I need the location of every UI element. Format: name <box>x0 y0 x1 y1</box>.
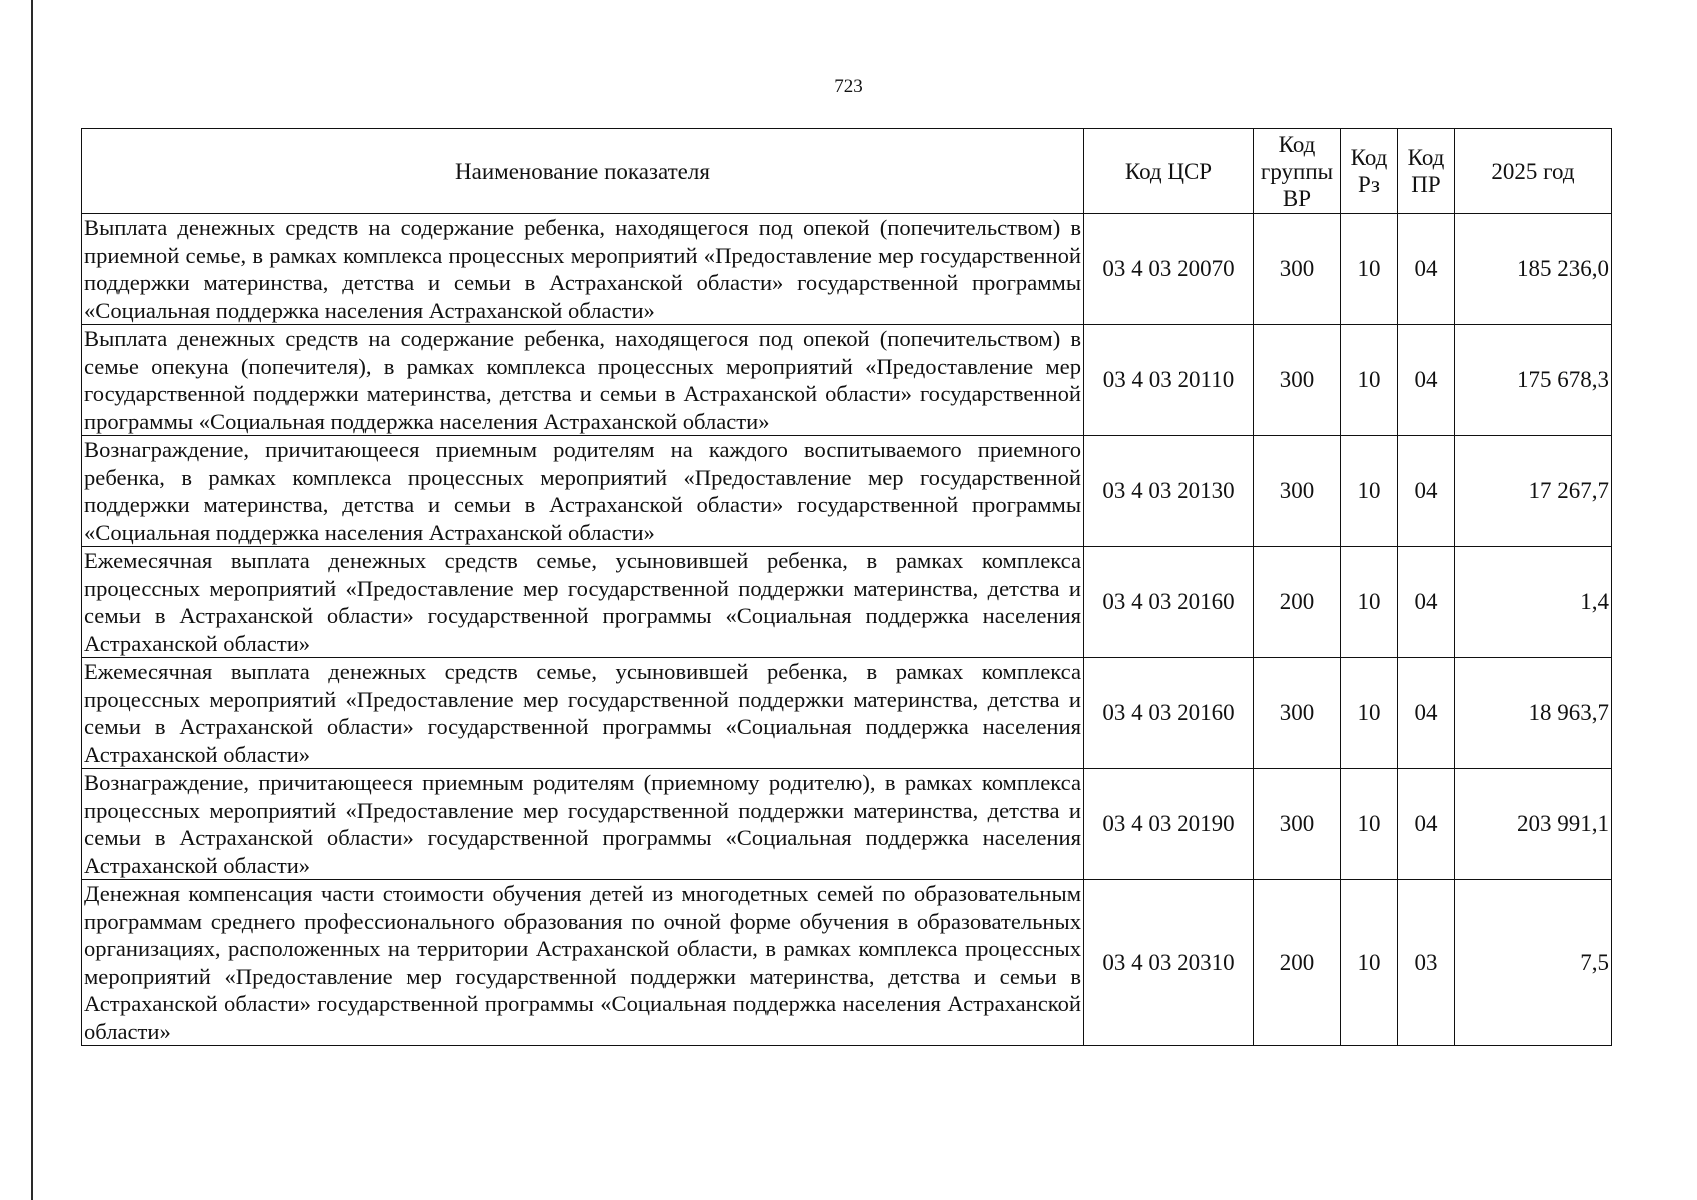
row-rz-code: 10 <box>1341 325 1398 436</box>
row-vr-code: 300 <box>1254 325 1341 436</box>
row-amount: 203 991,1 <box>1455 769 1612 880</box>
row-pr-code: 04 <box>1398 325 1455 436</box>
row-pr-code: 03 <box>1398 880 1455 1046</box>
row-vr-code: 300 <box>1254 214 1341 325</box>
row-amount: 7,5 <box>1455 880 1612 1046</box>
row-amount: 17 267,7 <box>1455 436 1612 547</box>
row-name: Вознаграждение, причитающееся приемным родителям (приемному родителю), в рамках комплекса процессных мероприятий «Предоставление мер государственной поддержки материнства, детства и семьи в Астраханской области» государственной программы «Социальная поддержка населения Астраханской области» <box>82 769 1084 880</box>
row-csr-code: 03 4 03 20310 <box>1084 880 1254 1046</box>
row-csr-code: 03 4 03 20190 <box>1084 769 1254 880</box>
header-vr: Код группы ВР <box>1254 129 1341 214</box>
row-csr-code: 03 4 03 20110 <box>1084 325 1254 436</box>
row-pr-code: 04 <box>1398 769 1455 880</box>
scan-edge-line <box>31 0 33 1200</box>
table-row <box>82 880 1612 1046</box>
row-vr-code: 300 <box>1254 769 1341 880</box>
header-name: Наименование показателя <box>82 129 1084 214</box>
row-rz-code: 10 <box>1341 214 1398 325</box>
row-vr-code: 300 <box>1254 658 1341 769</box>
row-csr-code: 03 4 03 20160 <box>1084 658 1254 769</box>
row-amount: 175 678,3 <box>1455 325 1612 436</box>
row-vr-code: 200 <box>1254 880 1341 1046</box>
row-pr-code: 04 <box>1398 214 1455 325</box>
row-rz-code: 10 <box>1341 547 1398 658</box>
row-rz-code: 10 <box>1341 880 1398 1046</box>
row-amount: 185 236,0 <box>1455 214 1612 325</box>
row-pr-code: 04 <box>1398 658 1455 769</box>
row-name: Ежемесячная выплата денежных средств семье, усыновившей ребенка, в рамках комплекса процессных мероприятий «Предоставление мер государственной поддержки материнства, детства и семьи в Астраханской области» государственной программы «Социальная поддержка населения Астраханской области» <box>82 547 1084 658</box>
row-rz-code: 10 <box>1341 769 1398 880</box>
budget-table <box>81 128 1612 1046</box>
header-row <box>82 129 1612 214</box>
row-amount: 18 963,7 <box>1455 658 1612 769</box>
table-row <box>82 769 1612 880</box>
row-name: Выплата денежных средств на содержание ребенка, находящегося под опекой (попечительством) в приемной семье, в рамках комплекса процессных мероприятий «Предоставление мер государственной поддержки материнства, детства и семьи в Астраханской области» государственной программы «Социальная поддержка населения Астраханской области» <box>82 214 1084 325</box>
row-csr-code: 03 4 03 20070 <box>1084 214 1254 325</box>
row-rz-code: 10 <box>1341 658 1398 769</box>
row-name: Ежемесячная выплата денежных средств семье, усыновившей ребенка, в рамках комплекса процессных мероприятий «Предоставление мер государственной поддержки материнства, детства и семьи в Астраханской области» государственной программы «Социальная поддержка населения Астраханской области» <box>82 658 1084 769</box>
row-vr-code: 300 <box>1254 436 1341 547</box>
table-row <box>82 325 1612 436</box>
row-csr-code: 03 4 03 20160 <box>1084 547 1254 658</box>
table-row <box>82 547 1612 658</box>
row-pr-code: 04 <box>1398 436 1455 547</box>
row-name: Выплата денежных средств на содержание ребенка, находящегося под опекой (попечительством) в семье опекуна (попечителя), в рамках комплекса процессных мероприятий «Предоставление мер государственной поддержки материнства, детства и семьи в Астраханской области» государственной программы «Социальная поддержка населения Астраханской области» <box>82 325 1084 436</box>
header-csr: Код ЦСР <box>1084 129 1254 214</box>
row-rz-code: 10 <box>1341 436 1398 547</box>
table-row <box>82 658 1612 769</box>
row-amount: 1,4 <box>1455 547 1612 658</box>
row-vr-code: 200 <box>1254 547 1341 658</box>
header-year: 2025 год <box>1455 129 1612 214</box>
header-pr: Код ПР <box>1398 129 1455 214</box>
table-row <box>82 436 1612 547</box>
row-name: Вознаграждение, причитающееся приемным родителям на каждого воспитываемого приемного ребенка, в рамках комплекса процессных мероприятий «Предоставление мер государственной поддержки материнства, детства и семьи в Астраханской области» государственной программы «Социальная поддержка населения Астраханской области» <box>82 436 1084 547</box>
row-pr-code: 04 <box>1398 547 1455 658</box>
row-name: Денежная компенсация части стоимости обучения детей из многодетных семей по образовательным программам среднего профессионального образования по очной форме обучения в образовательных организациях, расположенных на территории Астраханской области, в рамках комплекса процессных мероприятий «Предоставление мер государственной поддержки материнства, детства и семьи в Астраханской области» государственной программы «Социальная поддержка населения Астраханской области» <box>82 880 1084 1046</box>
row-csr-code: 03 4 03 20130 <box>1084 436 1254 547</box>
page-number: 723 <box>834 76 863 97</box>
table-row <box>82 214 1612 325</box>
header-rz: Код Рз <box>1341 129 1398 214</box>
